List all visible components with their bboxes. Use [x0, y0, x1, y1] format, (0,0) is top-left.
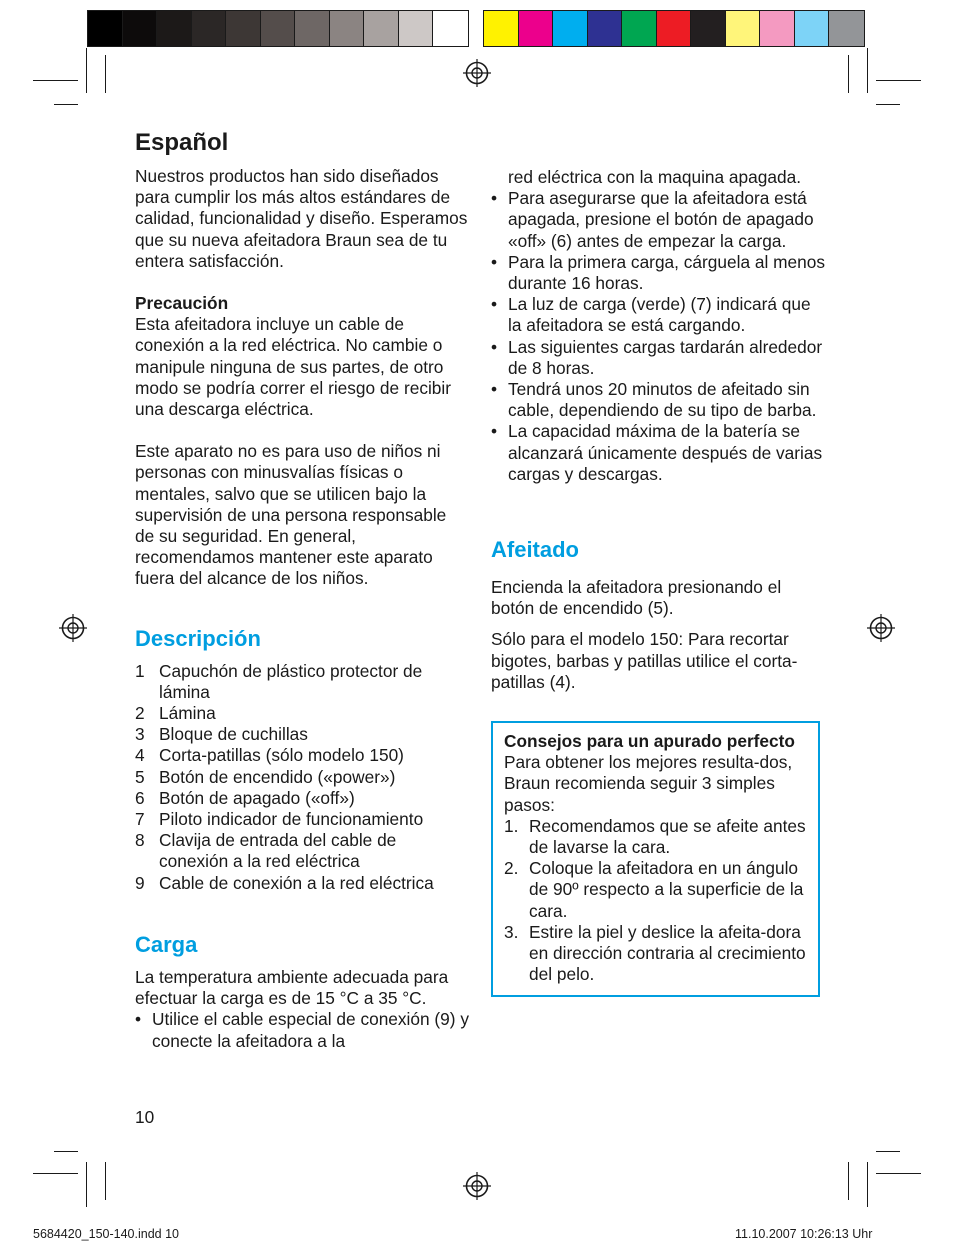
shaving-heading: Afeitado	[491, 537, 579, 563]
bullet-text: Tendrá unos 20 minutos de afeitado sin cable, dependiendo de su tipo de barba.	[508, 379, 817, 421]
item-number: 5	[135, 766, 145, 787]
list-item	[491, 337, 826, 379]
crop-mark	[105, 55, 106, 93]
crop-mark	[105, 1162, 106, 1200]
item-text: Piloto indicador de funcionamiento	[159, 809, 424, 830]
bullet-text: Para asegurarse que la afeitadora está apagada, presione el botón de apagado «off» (6) antes de empezar la carga.	[508, 188, 814, 251]
step-number: 1.	[504, 815, 519, 836]
color-swatch	[433, 11, 468, 46]
intro-paragraph: Nuestros productos han sido diseñados para cumplir los más altos estándares de calidad, funcionalidad y diseño. Esperamos que su nueva afeitadora Braun sea de tu entera satisfacción.	[135, 166, 468, 271]
color-swatch	[657, 11, 692, 46]
grayscale-color-bar	[87, 10, 469, 47]
description-heading: Descripción	[135, 625, 261, 651]
caution-heading: Precaución	[135, 293, 229, 314]
color-swatch	[553, 11, 588, 46]
list-item	[135, 830, 470, 872]
item-number: 8	[135, 830, 145, 851]
bullet-marker: •	[491, 251, 498, 272]
color-swatch	[88, 11, 123, 46]
list-item	[491, 294, 826, 336]
list-item	[135, 1009, 470, 1051]
crop-mark	[876, 1173, 921, 1174]
color-swatch	[399, 11, 434, 46]
bullet-text: Para la primera carga, cárguela al menos durante 16 horas.	[508, 251, 825, 294]
color-swatch	[192, 11, 227, 46]
color-swatch	[588, 11, 623, 46]
registration-crosshair-icon	[867, 614, 895, 642]
color-swatch	[364, 11, 399, 46]
item-number: 7	[135, 809, 145, 830]
crop-mark	[867, 1162, 868, 1207]
description-list	[135, 661, 470, 894]
crop-mark	[86, 1162, 87, 1207]
crop-mark	[33, 80, 78, 81]
crop-mark	[848, 1162, 849, 1200]
crop-mark	[54, 1151, 78, 1152]
registration-crosshair-icon	[59, 614, 87, 642]
footer-timestamp: 11.10.2007 10:26:13 Uhr	[735, 1227, 873, 1241]
registration-crosshair-icon	[463, 1172, 491, 1200]
bullet-marker: •	[491, 188, 498, 209]
right-column	[491, 167, 826, 997]
list-item	[135, 809, 470, 830]
bullet-continuation: red eléctrica con la maquina apagada.	[508, 167, 802, 187]
charging-bullets	[491, 188, 826, 485]
list-item	[135, 724, 470, 745]
item-text: Botón de encendido («power»)	[159, 766, 396, 787]
item-text: Corta-patillas (sólo modelo 150)	[159, 745, 404, 766]
list-item	[504, 816, 808, 858]
color-swatch	[157, 11, 192, 46]
process-color-bar	[483, 10, 865, 47]
list-item	[491, 188, 826, 252]
tips-intro: Para obtener los mejores resulta-dos, Braun recomienda seguir 3 simples pasos:	[504, 752, 793, 815]
charging-intro: La temperatura ambiente adecuada para efectuar la carga es de 15 °C a 35 °C.	[135, 966, 449, 1009]
color-swatch	[795, 11, 830, 46]
item-text: Botón de apagado («off»)	[159, 787, 355, 808]
item-text: Capuchón de plástico protector de lámina	[159, 660, 423, 702]
caution-text: Esta afeitadora incluye un cable de conexión a la red eléctrica. No cambie o manipule ninguna de sus partes, de otro modo se podría correr el riesgo de recibir una descarga eléctrica.	[135, 314, 452, 420]
list-item	[135, 745, 470, 766]
item-text: Lámina	[159, 703, 216, 724]
bullet-marker: •	[135, 1009, 142, 1030]
step-text: Estire la piel y deslice la afeita-dora en dirección contraria al crecimiento del pelo.	[529, 921, 806, 985]
list-item	[135, 788, 470, 809]
crop-mark	[86, 48, 87, 93]
bullet-marker: •	[491, 294, 498, 315]
shaving-paragraph-2: Sólo para el modelo 150: Para recortar bigotes, barbas y patillas utilice el corta-patillas (4).	[491, 629, 798, 692]
color-swatch	[829, 11, 864, 46]
shaving-paragraph-1: Encienda la afeitadora presionando el botón de encendido (5).	[491, 577, 782, 619]
bullet-text: Las siguientes cargas tardarán alrededor de 8 horas.	[508, 336, 823, 378]
item-number: 2	[135, 703, 145, 724]
tips-box	[491, 721, 820, 996]
color-swatch	[226, 11, 261, 46]
item-text: Cable de conexión a la red eléctrica	[159, 872, 434, 893]
list-item	[135, 767, 470, 788]
charging-heading: Carga	[135, 931, 198, 957]
crop-mark	[33, 1173, 78, 1174]
list-item	[504, 858, 808, 922]
list-item	[491, 421, 826, 485]
list-item	[491, 252, 826, 294]
item-number: 1	[135, 660, 145, 681]
page-title: Español	[135, 129, 229, 156]
color-swatch	[123, 11, 158, 46]
bullet-text: Utilice el cable especial de conexión (9) y conecte la afeitadora a la	[152, 1009, 469, 1051]
step-text: Recomendamos que se afeite antes de lavarse la cara.	[529, 815, 806, 858]
step-number: 2.	[504, 858, 519, 879]
crop-mark	[848, 55, 849, 93]
list-item	[491, 379, 826, 421]
color-swatch	[484, 11, 519, 46]
crop-mark	[876, 80, 921, 81]
color-swatch	[726, 11, 761, 46]
bullet-text: La luz de carga (verde) (7) indicará que la afeitadora se está cargando.	[508, 294, 811, 336]
color-swatch	[295, 11, 330, 46]
item-text: Bloque de cuchillas	[159, 724, 308, 745]
step-number: 3.	[504, 921, 519, 942]
bullet-marker: •	[491, 379, 498, 400]
crop-mark	[876, 104, 900, 105]
step-text: Coloque la afeitadora en un ángulo de 90º respecto a la superficie de la cara.	[529, 858, 804, 921]
color-swatch	[519, 11, 554, 46]
bullet-marker: •	[491, 421, 498, 442]
list-item	[504, 922, 808, 986]
item-number: 6	[135, 787, 145, 808]
registration-crosshair-icon	[463, 59, 491, 87]
bullet-marker: •	[491, 336, 498, 357]
bullet-text: La capacidad máxima de la batería se alcanzará únicamente después de varias cargas y descargas.	[508, 421, 823, 484]
item-number: 4	[135, 745, 145, 766]
tips-steps	[504, 816, 808, 986]
tips-heading: Consejos para un apurado perfecto	[504, 731, 795, 752]
crop-mark	[876, 1151, 900, 1152]
item-number: 9	[135, 872, 145, 893]
list-item	[135, 661, 470, 703]
color-swatch	[691, 11, 726, 46]
color-swatch	[622, 11, 657, 46]
footer-file-name: 5684420_150-140.indd 10	[33, 1227, 179, 1241]
crop-mark	[867, 48, 868, 93]
color-swatch	[261, 11, 296, 46]
color-swatch	[330, 11, 365, 46]
children-warning: Este aparato no es para uso de niños ni personas con minusvalías físicas o mentales, salvo que se utilicen bajo la supervisión de una persona responsable de su seguridad. En general, recomendamos mantener este aparato fuera del alcance de los niños.	[135, 441, 447, 589]
left-column	[135, 126, 470, 1052]
list-item	[135, 873, 470, 894]
item-text: Clavija de entrada del cable de conexión a la red eléctrica	[159, 830, 397, 872]
item-number: 3	[135, 724, 145, 745]
crop-mark	[54, 104, 78, 105]
list-item	[135, 703, 470, 724]
color-swatch	[760, 11, 795, 46]
page-number: 10	[135, 1107, 155, 1127]
